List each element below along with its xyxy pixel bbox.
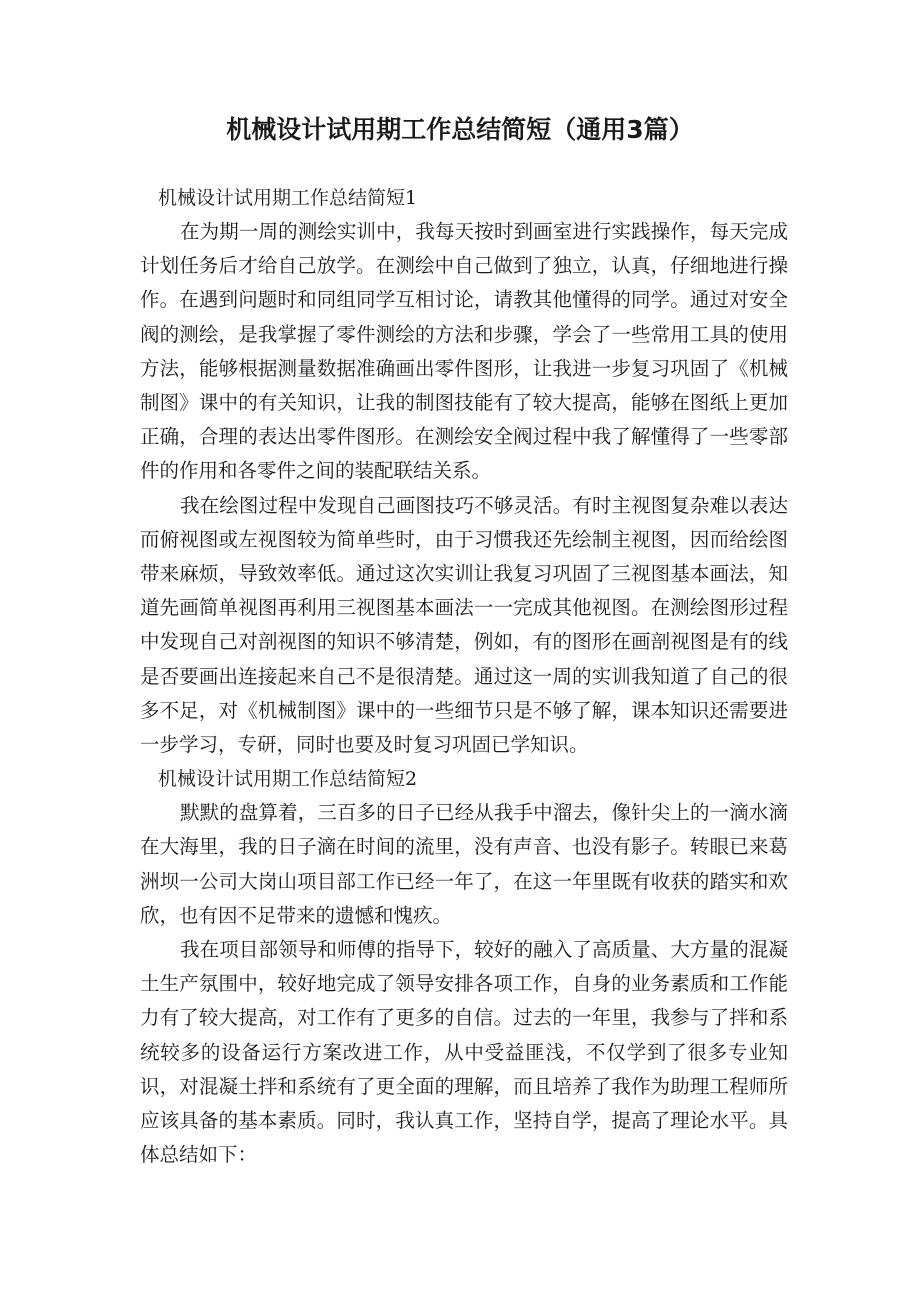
- section-1: [140, 181, 788, 762]
- section-heading: 机械设计试用期工作总结简短1: [158, 187, 418, 209]
- paragraph: 我在项目部领导和师傅的指导下，较好的融入了高质量、大方量的混凝土生产氛围中，较好地完成了领导安排各项工作，自身的业务素质和工作能力有了较大提高，对工作有了更多的自信。过去的一年里，我参与了拌和系统较多的设备运行方案改进工作，从中受益匪浅，不仅学到了很多专业知识，对混凝土拌和系统有了更全面的理解，而且培养了我作为助理工程师所应该具备的基本素质。同时，我认真工作，坚持自学，提高了理论水平。具体总结如下：: [140, 938, 788, 1167]
- section-heading: 机械设计试用期工作总结简短2: [158, 768, 418, 791]
- paragraph: 默默的盘算着，三百多的日子已经从我手中溜去，像针尖上的一滴水滴在大海里，我的日子滴在时间的流里，没有声音、也没有影子。转眼已来葛洲坝一公司大岗山项目部工作已经一年了，在这一年里既有收获的踏实和欢欣，也有因不足带来的遗憾和愧疚。: [140, 801, 788, 927]
- paragraph: 在为期一周的测绘实训中，我每天按时到画室进行实践操作，每天完成计划任务后才给自己放学。在测绘中自己做到了独立，认真，仔细地进行操作。在遇到问题时和同组同学互相讨论，请教其他懂得的同学。通过对安全阀的测绘，是我掌握了零件测绘的方法和步骤，学会了一些常用工具的使用方法，能够根据测量数据准确画出零件图形，让我进一步复习巩固了《机械制图》课中的有关知识，让我的制图技能有了较大提高，能够在图纸上更加正确，合理的表达出零件图形。在测绘安全阀过程中我了解懂得了一些零部件的作用和各零件之间的装配联结关系。: [140, 220, 788, 483]
- paragraph: 我在绘图过程中发现自己画图技巧不够灵活。有时主视图复杂难以表达而俯视图或左视图较为简单些时，由于习惯我还先绘制主视图，因而给绘图带来麻烦，导致效率低。通过这次实训让我复习巩固了三视图基本画法，知道先画简单视图再利用三视图基本画法一一完成其他视图。在测绘图形过程中发现自己对剖视图的知识不够清楚，例如，有的图形在画剖视图是有的线是否要画出连接起来自己不是很清楚。通过这一周的实训我知道了自己的很多不足，对《机械制图》课中的一些细节只是不够了解，课本知识还需要进一步学习，专研，同时也要及时复习巩固已学知识。: [140, 493, 788, 757]
- document-title: 机械设计试用期工作总结简短（通用3篇）: [226, 115, 694, 144]
- section-2: [140, 762, 788, 1172]
- document-body: [140, 181, 788, 1172]
